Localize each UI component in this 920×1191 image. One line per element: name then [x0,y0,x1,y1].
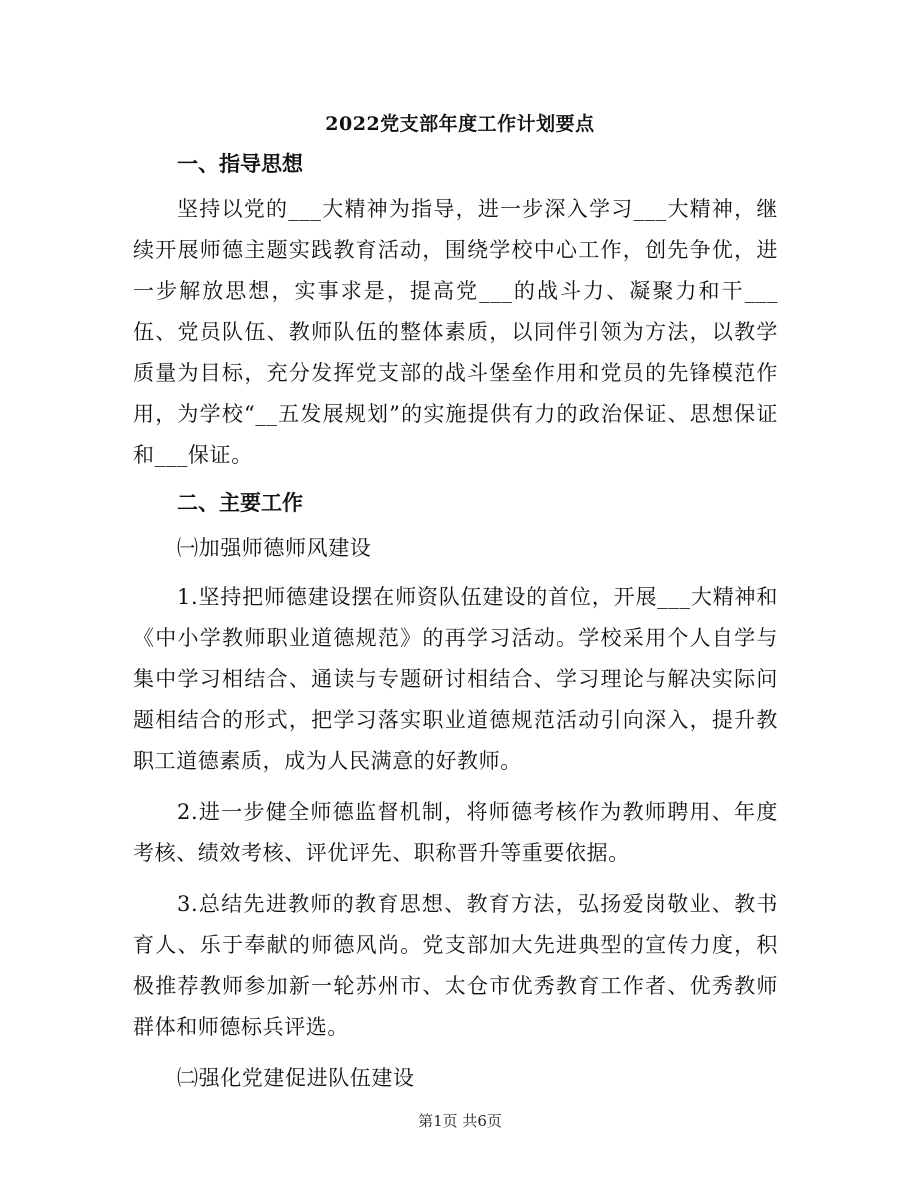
document-title: 2022党支部年度工作计划要点 [325,113,595,135]
document-body [133,147,778,1099]
guiding-ideology-paragraph: 坚持以党的___大精神为指导，进一步深入学习___大精神，继续开展师德主题实践教育活动，围绕学校中心工作，创先争优，进一步解放思想，实事求是，提高党___的战斗力、凝聚力和干___伍、党员队伍、教师队伍的整体素质，以同伴引领为方法，以教学质量为目标，充分发挥党支部的战斗堡垒作用和党员的先锋模范作用，为学校“__五发展规划”的实施提供有力的政治保证、思想保证和___保证。 [133,197,778,467]
subsection-label-ethics: ㈠加强师德师风建设 [177,536,372,560]
section-heading-guiding-ideology: 一、指导思想 [177,151,303,176]
ethics-item-2: 2.进一步健全师德监督机制，将师德考核作为教师聘用、年度考核、绩效考核、评优评先、职称晋升等重要依据。 [133,800,778,865]
subsection-label-party-building: ㈡强化党建促进队伍建设 [177,1066,415,1090]
page-footer: 第1页 共6页 [418,1112,502,1130]
ethics-item-3: 3.总结先进教师的教育思想、教育方法，弘扬爱岗敬业、教书育人、乐于奉献的师德风尚。党支部加大先进典型的宣传力度，积极推荐教师参加新一轮苏州市、太仓市优秀教育工作者、优秀教师群体和师德标兵评选。 [133,892,778,1039]
ethics-item-1: 1.坚持把师德建设摆在师资队伍建设的首位，开展___大精神和《中小学教师职业道德规范》的再学习活动。学校采用个人自学与集中学习相结合、通读与专题研讨相结合、学习理论与解决实际问题相结合的形式，把学习落实职业道德规范活动引向深入，提升教职工道德素质，成为人民满意的好教师。 [133,585,778,773]
section-heading-main-work: 二、主要工作 [177,490,303,515]
